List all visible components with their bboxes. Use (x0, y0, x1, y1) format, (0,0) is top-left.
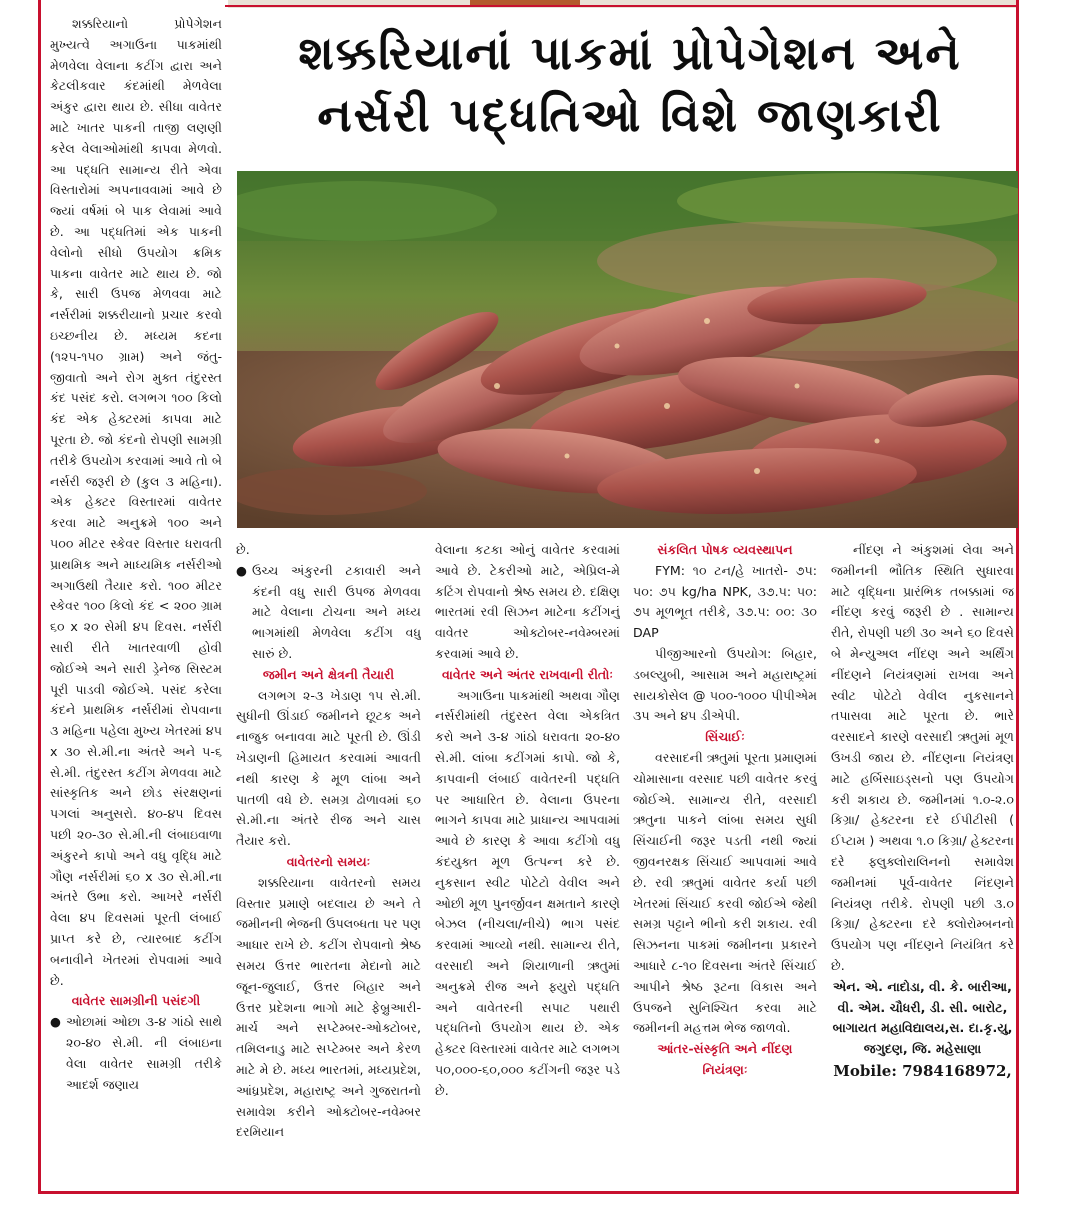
paragraph-irrigation: વરસાદની ઋતુમાં પૂરતા પ્રમાણમાં ચોમાસાના વરસાદ પછી વાવેતર કરવું જોઈએ. સામાન્ય રીતે, વરસાદી ઋતુના પાકને લાંબા સમય સુધી સિંચાઈની જરૂર પડતી નથી જ્યાં જીવનરક્ષક સિંચાઈ આપવામાં આવે છે. રવી ઋતુમાં વાવેતર કર્યા પછી ખેતરમાં સિંચાઈ કરવી જોઈએ જેથી સમગ્ર પટ્ટાને ભીનો કરી શકાય. રવી સિઝનના પાકમાં જમીનના પ્રકારને આધારે ૮-૧૦ દિવસના અંતરે સિંચાઈ આપીને શ્રેષ્ઠ રૂટના વિકાસ અને ઉપજને સુનિશ્ચિત કરવા માટે જમીનની મહત્તમ ભેજ જાળવો. (633, 749, 817, 1036)
paragraph-nutrient: FYM: ૧૦ ટન/હે ખાતરો- ૭૫: ૫૦: ૭૫ kg/ha NPK, ૩૭.૫: ૫૦: ૭૫ મૂળભૂત તરીકે, ૩૭.૫: ૦૦: ૩૦ DAP (633, 562, 817, 641)
sweet-potato-photo (237, 171, 1018, 528)
paragraph-continuation: છે. (236, 542, 250, 557)
subheading-irrigation: સિંચાઈઃ (705, 729, 745, 745)
bullet-item: ● ઉચ્ચ અંકુરની ટકાવારી અને કંદની વધુ સારી ઉપજ મેળવવા માટે વેલાના ટોચના અને મધ્ય ભાગમાંથી મેળવેલા કટીંગ વધુ સારું છે. (236, 562, 421, 661)
author-names: એન. એ. નાદોડા, વી. કે. બારીઆ, વી. એમ. ચૌધરી, ડી. સી. બારોટ, (833, 978, 1012, 1015)
headline-line-2: નર્સરી પદ્ધતિઓ વિશે જાણકારી (317, 88, 943, 142)
paragraph-weed-control: નીંદણ ને અંકુશમાં લેવા અને જમીનની ભૌતિક સ્થિતિ સુધારવા માટે વૃદ્ધિના પ્રારંભિક તબક્કામાં જ નીંદણ કરવું જરૂરી છે . સામાન્ય રીતે, રોપણી પછી ૩૦ અને ૬૦ દિવસે બે મેન્યુઅલ નીંદણ અને અર્થિંગ નીંદણને નિયંત્રણમાં રાખવા અને સ્વીટ પોટેટો વેવીલ નુકસાનને તપાસવા માટે પૂરતા છે. ભારે વરસાદને કારણે વરસાદી ઋતુમાં મૂળ ઉખડી જાય છે. નીંદણના નિયંત્રણ માટે હર્બિસાઇડ્સનો પણ ઉપયોગ કરી શકાય છે. જમીનમાં ૧.૦-૨.૦ કિગ્રા/ હેક્ટરના દરે ઈપીટીસી ( ઈપ્ટામ ) અથવા ૧.૦ કિગ્રા/ હેક્ટરના દરે ફ્લુક્લોરાલિનનો સમાવેશ જમીનમાં પૂર્વ-વાવેતર નિંદણને નિયંત્રણ તરીકે. રોપણી પછી ૩.૦ કિગ્રા/ હેક્ટરના દરે ક્લોરોમ્બનનો ઉપયોગ પણ નીંદણને નિયંત્રિત કરે છે. (831, 542, 1014, 973)
column-3 (435, 540, 620, 1186)
author-mobile: Mobile: 7984168972, (833, 1061, 1012, 1080)
paragraph-continuation: વેલાના કટકા ઓનું વાવેતર કરવામાં આવે છે. ટેકરીઓ માટે, એપ્રિલ-મે કટિંગ રોપવાનો શ્રેષ્ઠ સમય છે. દક્ષિણ ભારતમાં રવી સિઝન માટેના કટીંગનું વાવેતર ઓક્ટોબર-નવેમ્બરમાં કરવામાં આવે છે. (435, 542, 620, 661)
column-5 (831, 540, 1014, 1186)
bullet-icon: ● (236, 562, 247, 578)
paragraph-pgr: પીજીઆરનો ઉપયોગ: બિહાર, ડબલ્યુબી, આસામ અને મહારાષ્ટ્રમાં સાયકોસેલ @ ૫૦૦-૧૦૦૦ પીપીએમ ૩૫ અને ૪૫ ડીએપી. (633, 645, 817, 724)
headline (240, 22, 1020, 146)
author-institution: બાગાયત મહાવિદ્યાલય,સ. દા.કૃ.યુ, જગુદણ, જિ. મહેસાણા (832, 1020, 1013, 1057)
column-1 (50, 14, 222, 1186)
subheading-planting-spacing: વાવેતર અને અંતર રાખવાની રીતોઃ (441, 666, 614, 682)
subheading-intercultivation: આંતર-સંસ્કૃતિ અને નીંદણ નિયંત્રણઃ (657, 1041, 793, 1077)
column-rule-left (38, 0, 41, 1192)
subheading-land-preparation: જમીન અને ક્ષેત્રની તૈયારી (262, 666, 395, 682)
subheading-planting-material: વાવેતર સામગ્રીની પસંદગી (71, 993, 201, 1009)
bullet-icon: ● (50, 1014, 61, 1030)
paragraph-propagation: શક્કરિયાનો પ્રોપેગેશન મુખ્યત્વે અગાઉના પાકમાંથી મેળવેલા વેલાના કટીંગ દ્વારા અને કેટલીકવાર કંદમાંથી મેળવેલા અંકુર દ્વારા થાય છે. સીધા વાવેતર માટે ખાતર પાકની તાજી લણણી કરેલ વેલાઓમાંથી કાપવા મેળવો. આ પદ્ધતિ સામાન્ય રીતે એવા વિસ્તારોમાં અપનાવવામાં આવે છે જ્યાં વર્ષમાં બે પાક લેવામાં આવે છે. આ પદ્ધતિમાં એક પાકની વેલોનો સીધો ઉપયોગ ક્રમિક પાકના વાવેતર માટે થાય છે. જો કે, સારી ઉપજ મેળવવા માટે નર્સરીમાં શક્કરીયાનો પ્રચાર કરવો ઇચ્છનીય છે. મધ્યમ કદના (૧૨૫-૧૫૦ ગ્રામ) અને જંતુ-જીવાતો અને રોગ મુક્ત તંદુરસ્ત કંદ પસંદ કરો. લગભગ ૧૦૦ કિલો કંદ એક હેક્ટરમાં કાપવા માટે પૂરતા છે. જો કંદનો રોપણી સામગ્રી તરીકે ઉપયોગ કરવામાં આવે તો બે નર્સરી જરૂરી છે (કુલ ૩ મહિના). એક હેક્ટર વિસ્તારમાં વાવેતર કરવા માટે અનુક્રમે ૧૦૦ અને ૫૦૦ મીટર સ્કેવર વિસ્તાર ધરાવતી પ્રાથમિક અને માધ્યમિક નર્સરીઓ અગાઉથી તૈયાર કરો. ૧૦૦ મીટર સ્કેવર ૧૦૦ કિલો કંદ < ૨૦૦ ગ્રામ ૬૦ x ૨૦ સેમી ૪૫ દિવસ. નર્સરી સારી રીતે ખાતરવાળી હોવી જોઈએ અને સારી ડ્રેનેજ સિસ્ટમ પૂરી પાડવી જોઈએ. પસંદ કરેલા કંદને પ્રાથમિક નર્સરીમાં રોપવાના ૩ મહિના પહેલા મુખ્ય ખેતરમાં ૪૫ x ૩૦ સે.મી.ના અંતરે અને ૫-૬ સે.મી. તંદુરસ્ત કટીંગ મેળવવા માટે સાંસ્કૃતિક અને છોડ સંરક્ષણનાં પગલાં અનુસરો. ૪૦-૪૫ દિવસ પછી ૨૦-૩૦ સે.મી.ની લંબાઇવાળા અંકુરને કાપો અને વધુ વૃદ્ધિ માટે ગૌણ નર્સરીમાં ૬૦ x ૩૦ સે.મી.ના અંતરે ઉભા કરો. આખરે નર્સરી વેલા ૪૫ દિવસમાં પૂરતી લંબાઈ પ્રાપ્ત કરે છે, ત્યારબાદ કટીંગ બનાવીને ખેતરમાં રોપવામાં આવે છે. (50, 16, 222, 988)
paragraph-planting-spacing: અગાઉના પાકમાંથી અથવા ગૌણ નર્સરીમાંથી તંદુરસ્ત વેલા એકત્રિત કરો અને ૩-૪ ગાંઠો ધરાવતા ૨૦-૪૦ સે.મી. લાંબા કટીંગમાં કાપો. જો કે, કાપવાની લંબાઈ વાવેતરની પદ્ધતિ પર આધારિત છે. વેલાના ઉપરના ભાગને કાપવા માટે પ્રાધાન્ય આપવામાં આવે છે કારણ કે આવા કટીંગો વધુ કંદયુક્ત મૂળ ઉત્પન્ન કરે છે. નુકસાન સ્વીટ પોટેટો વેવીલ અને ઓછી મૂળ પુનર્જીવન ક્ષમતાને કારણે બેઝલ (નીચલા/નીચે) ભાગ પસંદ કરવામાં આવ્યો નથી. સામાન્ય રીતે, વરસાદી અને શિયાળાની ઋતુમાં અનુક્રમે રીજ અને ફ્યુરો પદ્ધતિ અને વાવેતરની સપાટ પથારી પદ્ધતિનો ઉપયોગ થાય છે. એક હેક્ટર વિસ્તારમાં વાવેતર માટે લગભગ ૫૦,૦૦૦-૬૦,૦૦૦ કટીંગની જરૂર પડે છે. (435, 687, 620, 1098)
top-rule (225, 5, 1019, 7)
headline-line-1: શક્કરિયાનાં પાકમાં પ્રોપેગેશન અને (298, 26, 962, 80)
bullet-item: ● ઓછામાં ઓછા ૩-૪ ગાંઠો સાથે ૨૦-૪૦ સે.મી. ની લંબાઇના વેલા વાવેતર સામગ્રી તરીકે આદર્શ જણાય (50, 1014, 222, 1092)
bottom-rule (38, 1191, 1019, 1194)
paragraph-planting-time: શક્કરિયાના વાવેતરનો સમય વિસ્તાર પ્રમાણે બદલાય છે અને તે જમીનની ભેજની ઉપલબ્ધતા પર પણ આધાર રાખે છે. કટીંગ રોપવાનો શ્રેષ્ઠ સમય ઉત્તર ભારતના મેદાનો માટે જૂન-જુલાઈ, ઉત્તર બિહાર અને ઉત્તર પ્રદેશના ભાગો માટે ફેબ્રુઆરી-માર્ચ અને સપ્ટેમ્બર-ઓક્ટોબર, તમિલનાડુ માટે સપ્ટેમ્બર અને કેરળ માટે મે છે. મધ્ય ભારતમાં, મધ્યપ્રદેશ, આંધ્રપ્રદેશ, મહારાષ્ટ્ર અને ગુજરાતનો સમાવેશ કરીને ઓક્ટોબર-નવેમ્બર દરમિયાન (236, 874, 421, 1140)
paragraph-land-preparation: લગભગ ૨-૩ ખેડાણ ૧૫ સે.મી. સુધીની ઊંડાઈ જમીનને છૂટક અને નાજુક બનાવવા માટે પૂરતી છે. ઊંડી ખેડાણની હિમાયત કરવામાં આવતી નથી કારણ કે મૂળ લાંબા અને પાતળી વધે છે. સમગ્ર ઢોળાવમાં ૬૦ સે.મી.ના અંતરે રીજ અને ચાસ તૈયાર કરો. (236, 687, 421, 849)
subheading-planting-time: વાવેતરનો સમયઃ (286, 853, 371, 869)
column-2 (236, 540, 421, 1186)
subheading-nutrient-management: સંકલિત પોષક વ્યવસ્થાપન (657, 542, 793, 557)
column-4 (633, 540, 817, 1186)
